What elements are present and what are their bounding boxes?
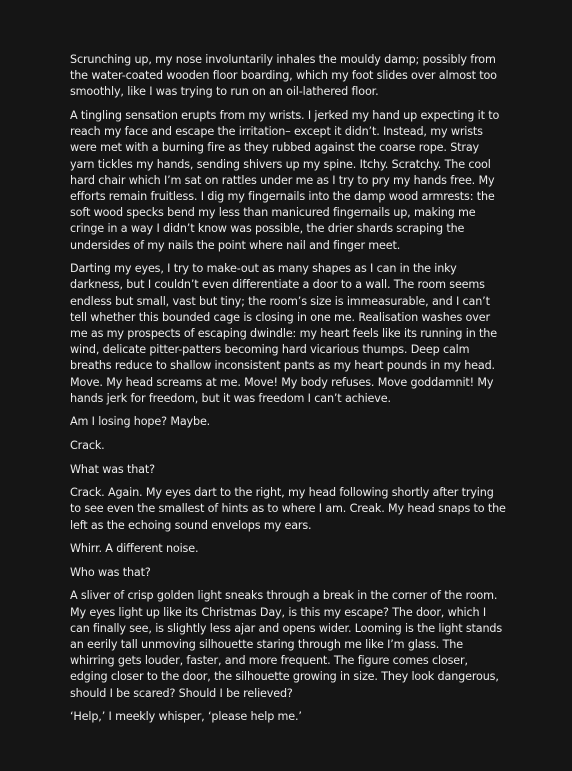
document-body [70, 52, 506, 733]
paragraph: Darting my eyes, I try to make-out as many shapes as I can in the inky darkness, but I couldn’t even differentiate a door to a wall. The room seems endless but small, vast but tiny; the room’s size is immeasurable, and I can’t tell whether this bounded cage is closing in one me. Realisation washes over me as my prospects of escaping dwindle: my heart feels like its running in the wind, delicate pitter-patters becoming hard vicarious thumps. Deep calm breaths reduce to shallow inconsistent pants as my heart pounds in my head. Move. My head screams at me. Move! My body refuses. Move goddamnit! My hands jerk for freedom, but it was freedom I can’t achieve. [70, 262, 497, 405]
paragraph: What was that? [70, 462, 155, 476]
paragraph: Whirr. A different noise. [70, 542, 199, 556]
paragraph: Who was that? [70, 565, 151, 579]
paragraph: ‘Help,’ I meekly whisper, ‘please help me.’ [70, 710, 302, 724]
paragraph: Crack. [70, 439, 105, 453]
paragraph: Am I losing hope? Maybe. [70, 415, 211, 429]
paragraph: Scrunching up, my nose involuntarily inhales the mouldy damp; possibly from the water-coated wooden floor boarding, which my foot slides over almost too smoothly, like I was trying to run on an oil-lathered floor. [70, 53, 497, 99]
paragraph: Crack. Again. My eyes dart to the right, my head following shortly after trying to see even the smallest of hints as to where I am. Creak. My head snaps to the left as the echoing sound envelops my ears. [70, 486, 506, 532]
paragraph: A sliver of crisp golden light sneaks through a break in the corner of the room. My eyes light up like its Christmas Day, is this my escape? The door, which I can finally see, is slightly less ajar and opens wider. Looming is the light stands an eerily tall unmoving silhouette staring through me like I’m glass. The whirring gets louder, faster, and more frequent. The figure comes closer, edging closer to the door, the silhouette growing in size. They look dangerous, should I be scared? Should I be relieved? [70, 589, 503, 700]
paragraph: A tingling sensation erupts from my wrists. I jerked my hand up expecting it to reach my face and escape the irritation– except it didn’t. Instead, my wrists were met with a burning fire as they rubbed against the coarse rope. Stray yarn tickles my hands, sending shivers up my spine. Itchy. Scratchy. The cool hard chair which I’m sat on rattles under me as I try to pry my hands free. My efforts remain fruitless. I dig my fingernails into the damp wood armrests: the soft wood specks bend my less than manicured fingernails up, making me cringe in a way I didn’t know was possible, the drier shards scraping the undersides of my nails the point where nail and finger meet. [70, 109, 500, 252]
